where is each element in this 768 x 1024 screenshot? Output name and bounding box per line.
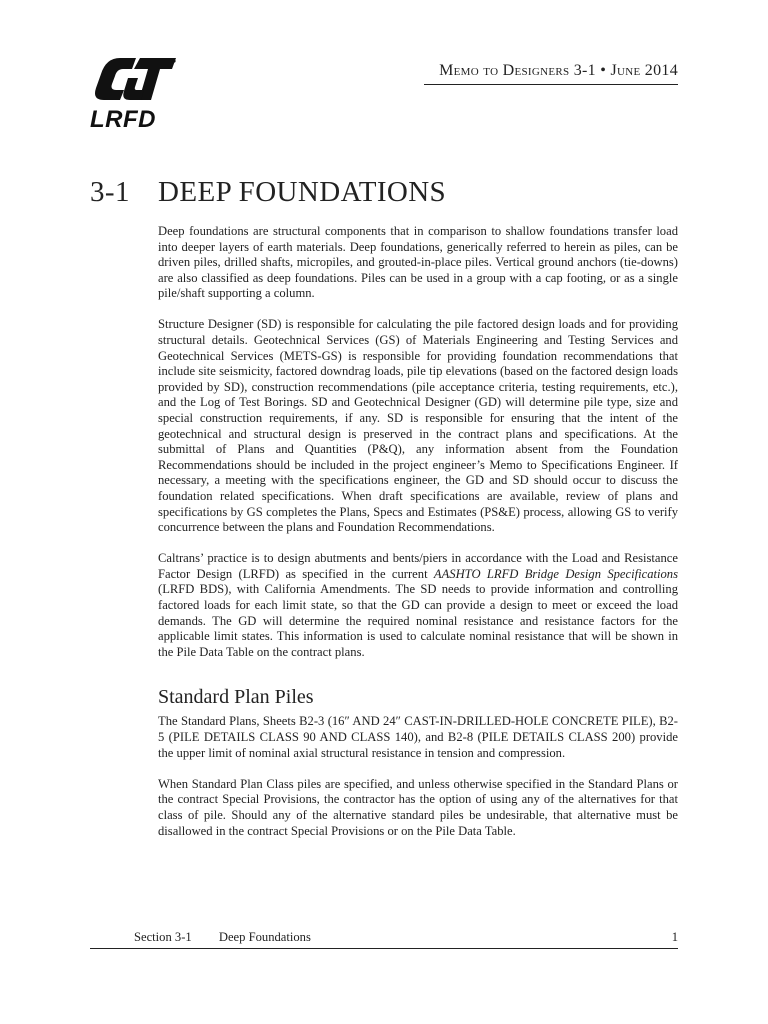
body-paragraph: Structure Designer (SD) is responsible for calculating the pile factored design loads and for providing structural details. Geotechnical Services (GS) of Materials Engineering and Testing Services and Geotechnical Services (METS-GS) is responsible for providing foundation recommendations that include site seismicity, factored downdrag loads, pile tip elevations (based on the factored design loads provided by SD), construction recommendations (pile acceptance criteria, testing requirements, etc.), and the Log of Test Borings. SD and Geotechnical Designer (GD) will determine pile type, size and special construction requirements, if any. SD is responsible for ensuring that the intent of the geotechnical and structural design is preserved in the contract plans and specifications. At the submittal of Plans and Quantities (P&Q), any information absent from the Foundation Recommendations should be included in the project engineer’s Memo to Specifications Engineer. If necessary, a meeting with the specifications engineer, the GD and SD should occur to discuss the foundation related specifications. When draft specifications are available, review of plans and specifications by GS completes the Plans, Specs and Estimates (PS&E) process, allowing GS to verify concurrence between the plans and Foundation Recommendations. [158,317,678,535]
section-number: 3-1 [90,176,130,208]
caltrans-ct-icon [90,56,176,102]
page-footer [134,930,678,945]
subsection-heading: Standard Plan Piles [158,686,314,709]
body-paragraph-lrfd [158,551,678,660]
paragraph-text: (LRFD BDS), with California Amendments. The SD needs to provide information and controlling factored loads for each limit state, so that the GD can provide a design to meet or exceed the load demands. The GD will determine the required nominal resistance and resistance factors for the applicable limit states. This information is used to calculate nominal resistance that will be shown in the Pile Data Table on the contract plans. [158,582,678,659]
spec-title-italic: AASHTO LRFD Bridge Design Specifications [433,566,678,581]
body-paragraph: The Standard Plans, Sheets B2-3 (16″ AND 24″ CAST-IN-DRILLED-HOLE CONCRETE PILE), B2-5 (PILE DETAILS CLASS 90 AND CLASS 140), and B2-8 (PILE DETAILS CLASS 200) provide the upper limit of nominal axial structural resistance in tension and compression. [158,714,678,760]
body-content [158,224,678,855]
header-rule [424,84,678,85]
memo-header-title: Memo to Designers 3-1 • June 2014 [439,62,678,79]
paragraph-text: Caltrans’ practice is to design abutments and bents/piers in accordance with the Load and Resistance Factor Design (LRFD) as specified in the current [158,551,678,581]
page-number: 1 [671,930,678,944]
footer-rule [90,948,678,949]
section-title: DEEP FOUNDATIONS [158,176,447,208]
lrfd-logo-text: LRFD [90,106,156,133]
body-paragraph: When Standard Plan Class piles are specified, and unless otherwise specified in the Standard Plans or the contract Special Provisions, the contractor has the option of using any of the alternatives for that class of pile. Should any of the alternative standard piles be undesirable, that alternative must be disallowed in the contract Special Provisions or on the Pile Data Table. [158,776,678,838]
footer-section-title: Deep Foundations [218,930,311,944]
body-paragraph: Deep foundations are structural components that in comparison to shallow foundations transfer load into deeper layers of earth materials. Deep foundations, generically referred to herein as piles, can be driven piles, drilled shafts, micropiles, and grouted-in-place piles. Vertical ground anchors (tie-downs) are also classified as deep foundations. Piles can be used in a group with a cap footing, or as a single pile/shaft supporting a column. [158,224,678,301]
caltrans-lrfd-logo [90,56,176,134]
section-heading [90,176,446,209]
footer-section-label: Section 3-1 [134,930,192,944]
